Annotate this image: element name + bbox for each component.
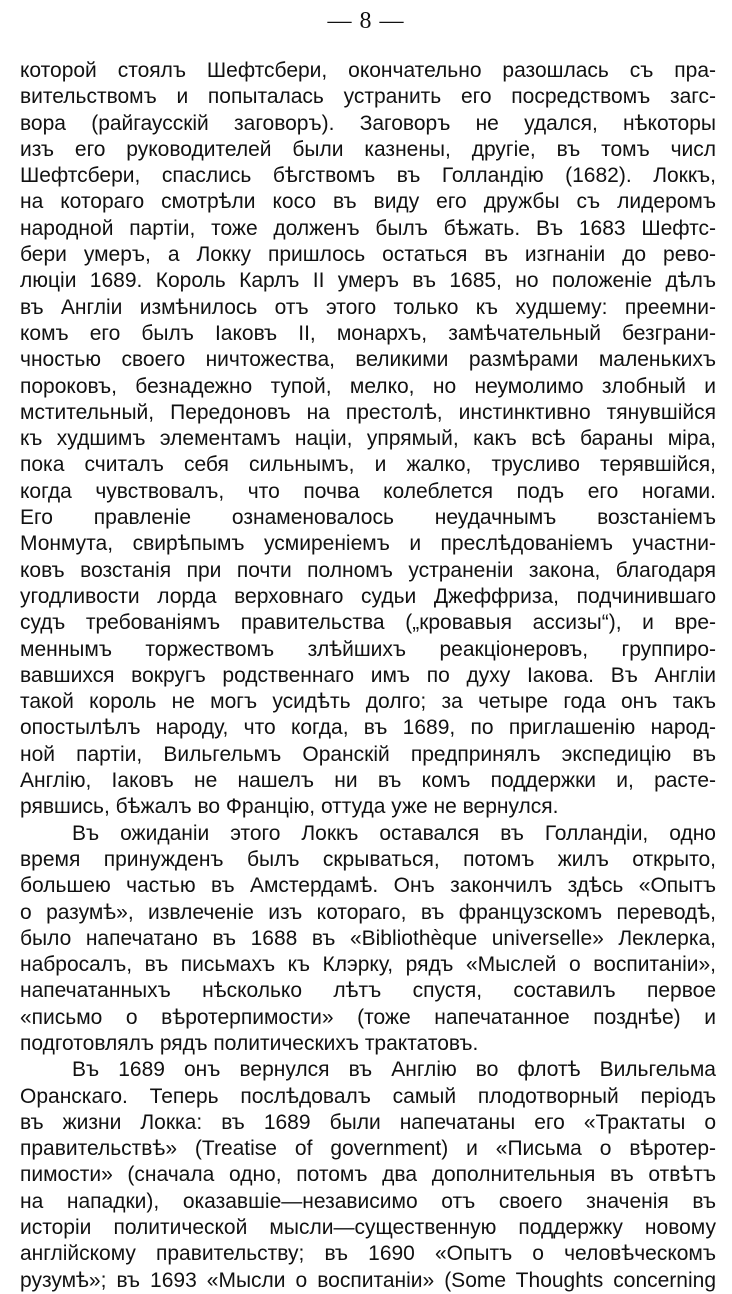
text-line: ной партіи, Вильгельмъ Оранскій предпринялъ экспедицію въ bbox=[20, 742, 716, 766]
text-line: большею частью въ Амстердамѣ. Онъ закончилъ здѣсь «Опытъ bbox=[20, 874, 716, 898]
text-line: Шефтсбери, спаслись бѣгствомъ въ Голландію (1682). Локкъ, bbox=[20, 164, 716, 188]
text-line: вавшихся вокругъ родственнаго имъ по духу Іакова. Въ Англіи bbox=[20, 663, 716, 687]
text-line: народной партіи, тоже долженъ былъ бѣжать. Въ 1683 Шефтс- bbox=[20, 216, 716, 240]
text-line: меннымъ торжествомъ злѣйшихъ реакціонеровъ, группиро- bbox=[20, 637, 716, 661]
text-line: набросалъ, въ письмахъ къ Клэрку, рядъ «Мыслей о воспитаніи», bbox=[20, 953, 716, 977]
text-line: такой король не могъ усидѣть долго; за четыре года онъ такъ bbox=[20, 690, 716, 714]
text-line: изъ его руководителей были казнены, другіе, въ томъ числ bbox=[20, 137, 716, 161]
page-body bbox=[20, 58, 716, 1294]
text-line: на нападки), оказавшіе—независимо отъ своего значенія въ bbox=[20, 1189, 716, 1213]
text-line: опостылѣлъ народу, что когда, въ 1689, по приглашенію народ- bbox=[20, 716, 716, 740]
text-line: о разумѣ», извлеченіе изъ котораго, въ французскомъ переводѣ, bbox=[20, 900, 716, 924]
text-line: чностью своего ничтожества, великими размѣрами маленькихъ bbox=[20, 348, 716, 372]
text-line: судъ требованіямъ правительства („кровавыя ассизы“), и вре- bbox=[20, 611, 716, 635]
text-line: Англію, Іаковъ не нашелъ ни въ комъ поддержки и, расте- bbox=[20, 769, 716, 793]
text-line: Его правленіе ознаменовалось неудачнымъ возстаніемъ bbox=[20, 506, 716, 530]
text-line: на котораго смотрѣли косо въ виду его дружбы съ лидеромъ bbox=[20, 190, 716, 214]
text-line: Оранскаго. Теперь послѣдовалъ самый плодотворный періодъ bbox=[20, 1084, 716, 1108]
text-line: въ жизни Локка: въ 1689 были напечатаны его «Трактаты о bbox=[20, 1110, 716, 1134]
text-line: рявшись, бѣжалъ во Францію, оттуда уже не вернулся. bbox=[20, 795, 559, 819]
text-line: пороковъ, безнадежно тупой, мелко, но неумолимо злобный и bbox=[20, 374, 716, 398]
text-line: было напечатано въ 1688 въ «Bibliothèque universelle» Леклерка, bbox=[20, 926, 716, 950]
text-line: пока считалъ себя сильнымъ, и жалко, трусливо терявшійся, bbox=[20, 453, 716, 477]
text-line: люціи 1689. Король Карлъ II умеръ въ 1685, но положеніе дѣлъ bbox=[20, 269, 716, 293]
text-line: пимости» (сначала одно, потомъ два дополнительныя въ отвѣтъ bbox=[20, 1163, 716, 1187]
text-line: англійскому правительству; въ 1690 «Опытъ о человѣческомъ bbox=[20, 1242, 716, 1266]
text-line: Въ ожиданіи этого Локкъ оставался въ Голландіи, одно bbox=[72, 821, 716, 845]
paragraph-2 bbox=[20, 821, 716, 1058]
text-line: которой стоялъ Шефтсбери, окончательно разошлась съ пра- bbox=[20, 59, 716, 82]
text-line: подготовлялъ рядъ политическихъ трактатовъ. bbox=[20, 1031, 479, 1055]
text-line: къ худшимъ элементамъ націи, упрямый, какъ всѣ бараны міра, bbox=[20, 427, 716, 451]
text-line: исторіи политической мысли—существенную поддержку новому bbox=[20, 1216, 716, 1240]
text-line: вительствомъ и попыталась устранить его посредствомъ загс- bbox=[20, 85, 716, 109]
text-line: угодливости лорда верховнаго судьи Джеффриза, подчинившаго bbox=[20, 584, 716, 608]
paragraph-3 bbox=[20, 1057, 716, 1294]
text-line: комъ его былъ Іаковъ II, монархъ, замѣчательный безграни- bbox=[20, 321, 716, 345]
text-line: напечатанныхъ нѣсколько лѣтъ спустя, составилъ первое bbox=[20, 979, 716, 1003]
page-number: — 8 — bbox=[327, 8, 405, 34]
text-line: правительствѣ» (Treatise of government) и «Письма о вѣротер- bbox=[20, 1137, 716, 1161]
text-line: въ Англіи измѣнилось отъ этого только къ худшему: преемни- bbox=[20, 295, 716, 319]
text-line: рузумѣ»; въ 1693 «Мысли о воспитаніи» (Some Thoughts concerning bbox=[20, 1268, 716, 1292]
text-line: Въ 1689 онъ вернулся въ Англію во флотѣ Вильгельма bbox=[72, 1058, 716, 1082]
paragraph-1 bbox=[20, 58, 716, 821]
text-line: вора (райгаусскій заговоръ). Заговоръ не удался, нѣкоторы bbox=[20, 111, 716, 135]
text-line: «письмо о вѣротерпимости» (тоже напечатанное позднѣе) и bbox=[20, 1005, 716, 1029]
text-line: ковъ возстанія при почти полномъ устраненіи закона, благодаря bbox=[20, 558, 716, 582]
text-line: Монмута, свирѣпымъ усмиреніемъ и преслѣдованіемъ участни- bbox=[20, 532, 716, 556]
text-line: бери умеръ, а Локку пришлось остаться въ изгнаніи до рево- bbox=[20, 243, 716, 267]
text-line: мстительный, Передоновъ на престолѣ, инстинктивно тянувшійся bbox=[20, 400, 716, 424]
text-line: когда чувствовалъ, что почва колеблется подъ его ногами. bbox=[20, 479, 716, 503]
text-line: время принужденъ былъ скрываться, потомъ жилъ открыто, bbox=[20, 847, 716, 871]
